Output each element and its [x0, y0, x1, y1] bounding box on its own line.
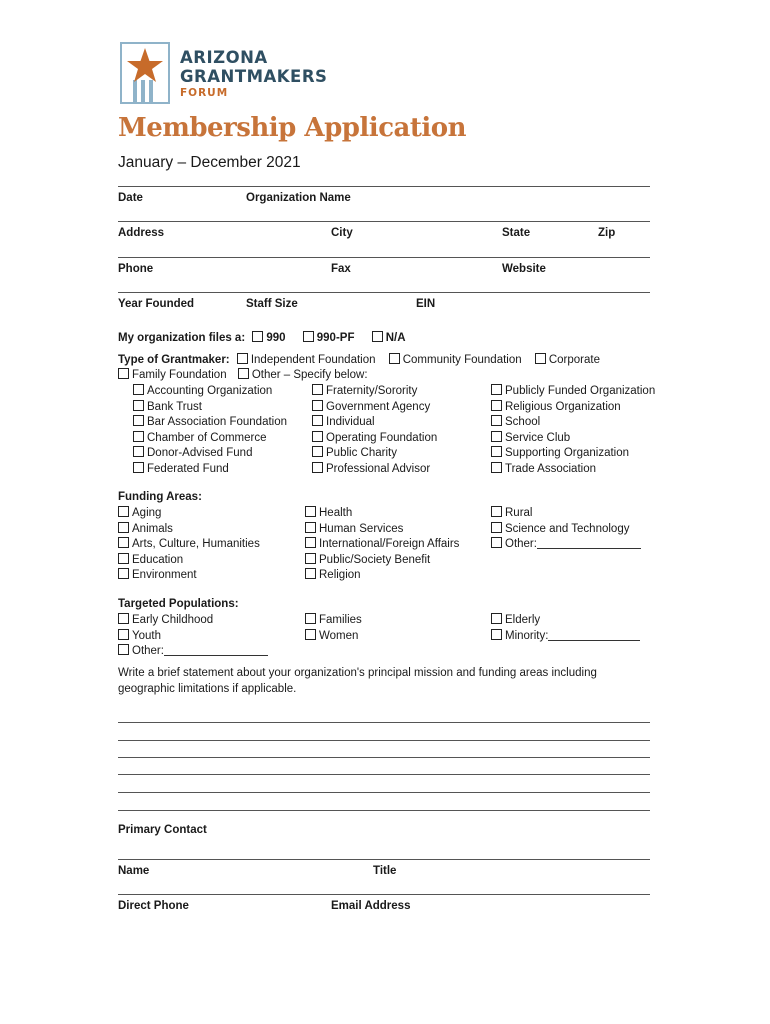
checkbox-icon: [312, 415, 323, 426]
label-ein: EIN: [416, 298, 436, 310]
checkbox-minority[interactable]: Minority:: [491, 629, 640, 645]
checkbox-icon: [535, 353, 546, 364]
grantmaker-row-1: [118, 353, 600, 366]
checkbox-icon: [305, 568, 316, 579]
label-phone: Phone: [118, 263, 154, 275]
funding-label: Funding Areas:: [118, 491, 202, 503]
page-title: Membership Application: [118, 113, 466, 143]
checkbox-family[interactable]: Family Foundation: [118, 369, 227, 381]
label-website: Website: [502, 263, 546, 275]
checkbox-international[interactable]: International/Foreign Affairs: [305, 537, 459, 553]
checkbox-990[interactable]: 990: [252, 332, 285, 344]
checkbox-accounting[interactable]: Accounting Organization: [133, 384, 287, 400]
checkbox-early-childhood[interactable]: Early Childhood: [118, 613, 268, 629]
checkbox-icon: [389, 353, 400, 364]
checkbox-icon: [312, 384, 323, 395]
grantmaker-col-1: [133, 384, 287, 477]
checkbox-corporate[interactable]: Corporate: [535, 354, 600, 366]
checkbox-icon: [305, 522, 316, 533]
checkbox-icon: [133, 462, 144, 473]
checkbox-icon: [491, 522, 502, 533]
checkbox-icon: [491, 506, 502, 517]
files-label: My organization files a:: [118, 332, 246, 344]
checkbox-bar-association[interactable]: Bar Association Foundation: [133, 415, 287, 431]
checkbox-government[interactable]: Government Agency: [312, 400, 437, 416]
statement-line-3[interactable]: [118, 757, 650, 758]
statement-line-6[interactable]: [118, 810, 650, 811]
label-org-name: Organization Name: [246, 192, 351, 204]
checkbox-service-club[interactable]: Service Club: [491, 431, 655, 447]
checkbox-icon: [491, 462, 502, 473]
checkbox-elderly[interactable]: Elderly: [491, 613, 640, 629]
checkbox-religious[interactable]: Religious Organization: [491, 400, 655, 416]
checkbox-icon: [305, 506, 316, 517]
checkbox-women[interactable]: Women: [305, 629, 362, 645]
checkbox-public-society[interactable]: Public/Society Benefit: [305, 553, 459, 569]
checkbox-icon: [133, 400, 144, 411]
grantmaker-col-2: [312, 384, 437, 477]
checkbox-na[interactable]: N/A: [372, 332, 406, 344]
checkbox-rural[interactable]: Rural: [491, 506, 641, 522]
grantmaker-row-2: [118, 368, 368, 381]
checkbox-chamber[interactable]: Chamber of Commerce: [133, 431, 287, 447]
checkbox-icon: [312, 400, 323, 411]
checkbox-youth[interactable]: Youth: [118, 629, 268, 645]
checkbox-icon: [303, 331, 314, 342]
checkbox-federated[interactable]: Federated Fund: [133, 462, 287, 478]
logo-line-2: GRANTMAKERS: [180, 67, 328, 86]
label-zip: Zip: [598, 227, 616, 239]
checkbox-bank-trust[interactable]: Bank Trust: [133, 400, 287, 416]
checkbox-funding-other[interactable]: Other:: [491, 537, 641, 553]
checkbox-icon: [118, 553, 129, 564]
populations-col-2: [305, 613, 362, 644]
population-other-input[interactable]: [164, 655, 268, 656]
label-address: Address: [118, 227, 165, 239]
files-row: [118, 331, 406, 344]
statement-line-4[interactable]: [118, 774, 650, 775]
field-line-date[interactable]: [118, 186, 650, 187]
checkbox-icon: [118, 613, 129, 624]
checkbox-icon: [372, 331, 383, 342]
checkbox-professional-advisor[interactable]: Professional Advisor: [312, 462, 437, 478]
label-date: Date: [118, 192, 143, 204]
grantmaker-col-3: [491, 384, 655, 477]
checkbox-supporting[interactable]: Supporting Organization: [491, 446, 655, 462]
checkbox-icon: [237, 353, 248, 364]
checkbox-990-pf[interactable]: 990-PF: [303, 332, 355, 344]
field-line-year[interactable]: [118, 292, 650, 293]
field-line-contact-phone[interactable]: [118, 894, 650, 895]
checkbox-icon: [491, 415, 502, 426]
funding-other-input[interactable]: [537, 548, 641, 549]
checkbox-independent[interactable]: Independent Foundation: [237, 354, 376, 366]
populations-col-1: [118, 613, 268, 660]
checkbox-icon: [491, 431, 502, 442]
grantmaker-label: Type of Grantmaker:: [118, 354, 230, 366]
label-state: State: [502, 227, 531, 239]
checkbox-icon: [491, 384, 502, 395]
checkbox-health[interactable]: Health: [305, 506, 459, 522]
logo-line-1: ARIZONA: [180, 48, 268, 67]
checkbox-science[interactable]: Science and Technology: [491, 522, 641, 538]
checkbox-icon: [305, 537, 316, 548]
logo-line-3: FORUM: [180, 87, 229, 99]
checkbox-public-charity[interactable]: Public Charity: [312, 446, 437, 462]
checkbox-population-other[interactable]: Other:: [118, 644, 268, 660]
checkbox-aging[interactable]: Aging: [118, 506, 260, 522]
logo-wordmark: [180, 48, 327, 100]
checkbox-icon: [312, 446, 323, 457]
checkbox-icon: [133, 431, 144, 442]
statement-line-5[interactable]: [118, 792, 650, 793]
checkbox-icon: [491, 537, 502, 548]
checkbox-school[interactable]: School: [491, 415, 655, 431]
label-contact-title: Title: [373, 865, 397, 877]
populations-col-3: [491, 613, 640, 644]
checkbox-trade-association[interactable]: Trade Association: [491, 462, 655, 478]
checkbox-operating[interactable]: Operating Foundation: [312, 431, 437, 447]
checkbox-icon: [312, 462, 323, 473]
checkbox-icon: [305, 629, 316, 640]
checkbox-icon: [491, 629, 502, 640]
checkbox-icon: [133, 415, 144, 426]
checkbox-icon: [491, 446, 502, 457]
checkbox-icon: [133, 384, 144, 395]
field-line-address[interactable]: [118, 221, 650, 222]
checkbox-icon: [118, 368, 129, 379]
checkbox-other-specify[interactable]: Other – Specify below:: [238, 369, 368, 381]
checkbox-icon: [252, 331, 263, 342]
label-direct-phone: Direct Phone: [118, 900, 189, 912]
statement-line-2[interactable]: [118, 740, 650, 741]
checkbox-icon: [491, 400, 502, 411]
checkbox-donor-advised[interactable]: Donor-Advised Fund: [133, 446, 287, 462]
minority-input[interactable]: [548, 640, 640, 641]
statement-line-1[interactable]: [118, 722, 650, 723]
checkbox-icon: [118, 537, 129, 548]
field-line-contact-name[interactable]: [118, 859, 650, 860]
field-line-phone[interactable]: [118, 257, 650, 258]
checkbox-icon: [118, 568, 129, 579]
checkbox-community[interactable]: Community Foundation: [389, 354, 522, 366]
funding-col-3: [491, 506, 641, 553]
checkbox-icon: [133, 446, 144, 457]
label-year-founded: Year Founded: [118, 298, 195, 310]
label-email: Email Address: [331, 900, 411, 912]
checkbox-icon: [491, 613, 502, 624]
funding-col-1: [118, 506, 260, 584]
checkbox-icon: [305, 613, 316, 624]
arizona-grantmakers-logo: [120, 42, 170, 104]
checkbox-environment[interactable]: Environment: [118, 568, 260, 584]
checkbox-individual[interactable]: Individual: [312, 415, 437, 431]
page-subtitle: January – December 2021: [118, 154, 301, 171]
checkbox-publicly-funded[interactable]: Publicly Funded Organization: [491, 384, 655, 400]
label-fax: Fax: [331, 263, 351, 275]
checkbox-arts[interactable]: Arts, Culture, Humanities: [118, 537, 260, 553]
checkbox-animals[interactable]: Animals: [118, 522, 260, 538]
checkbox-icon: [118, 506, 129, 517]
checkbox-education[interactable]: Education: [118, 553, 260, 569]
populations-label: Targeted Populations:: [118, 598, 239, 610]
checkbox-icon: [305, 553, 316, 564]
label-city: City: [331, 227, 353, 239]
checkbox-icon: [312, 431, 323, 442]
label-staff-size: Staff Size: [246, 298, 298, 310]
checkbox-families[interactable]: Families: [305, 613, 362, 629]
checkbox-religion[interactable]: Religion: [305, 568, 459, 584]
checkbox-icon: [238, 368, 249, 379]
checkbox-human-services[interactable]: Human Services: [305, 522, 459, 538]
checkbox-icon: [118, 629, 129, 640]
funding-col-2: [305, 506, 459, 584]
checkbox-icon: [118, 644, 129, 655]
statement-prompt: Write a brief statement about your organization's principal mission and funding areas including geographic limitations if applicable.: [118, 667, 597, 695]
checkbox-icon: [118, 522, 129, 533]
label-contact-name: Name: [118, 865, 150, 877]
checkbox-fraternity[interactable]: Fraternity/Sorority: [312, 384, 437, 400]
contact-label: Primary Contact: [118, 824, 207, 836]
